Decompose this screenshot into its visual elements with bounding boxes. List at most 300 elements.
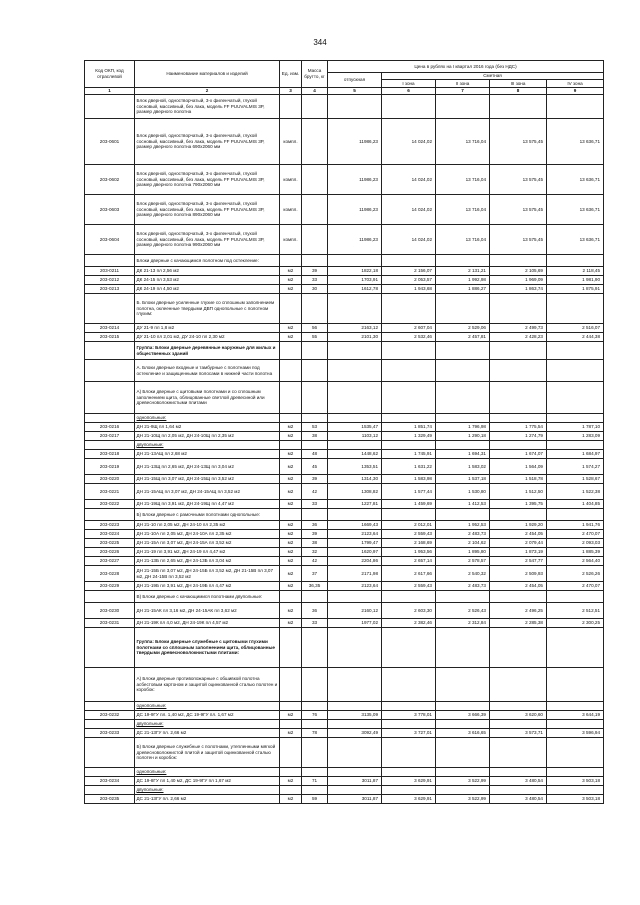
table-header [85, 61, 604, 95]
item-name: Б) Блоки дверные с рамочными полотнами однопольные: [135, 509, 280, 521]
item-unit: м2 [280, 450, 302, 459]
item-name: Группа: Блоки дверные деревянные наружные для жилых и общественных зданий [135, 342, 280, 360]
price-zone4 [547, 768, 604, 777]
price-release: 1822,18 [328, 267, 382, 276]
price-zone3: 2 428,23 [490, 333, 547, 342]
price-zone4: 2 118,45 [547, 267, 604, 276]
col-number: 9 [547, 88, 604, 95]
item-unit [280, 628, 302, 668]
table-row [85, 500, 604, 509]
item-mass [302, 382, 328, 414]
price-zone2: 1 412,53 [436, 500, 490, 509]
price-zone1 [382, 360, 436, 382]
price-zone4: 2 512,51 [547, 603, 604, 619]
table-row [85, 768, 604, 777]
price-zone3: 2 454,05 [490, 530, 547, 539]
price-zone4 [547, 720, 604, 729]
col-number: 3 [280, 88, 302, 95]
item-mass: 32 [302, 548, 328, 557]
item-unit: компл. [280, 195, 302, 225]
price-zone4: 1 941,76 [547, 521, 604, 530]
item-mass: 39 [302, 267, 328, 276]
item-code [85, 414, 135, 423]
price-zone4: 2 300,25 [547, 619, 604, 628]
table-row [85, 591, 604, 603]
price-release: 2160,12 [328, 603, 382, 619]
item-unit: м2 [280, 521, 302, 530]
price-zone2: 13 716,04 [436, 119, 490, 165]
item-unit: компл. [280, 119, 302, 165]
header-zone2: II зона [436, 80, 490, 88]
item-mass [302, 225, 328, 255]
price-zone1 [382, 668, 436, 702]
price-zone2 [436, 720, 490, 729]
table-row [85, 414, 604, 423]
item-unit [280, 720, 302, 729]
price-zone4: 2 093,03 [547, 539, 604, 548]
item-unit: м2 [280, 500, 302, 509]
item-code [85, 738, 135, 768]
price-zone1: 14 024,02 [382, 195, 436, 225]
price-zone4: 1 528,67 [547, 475, 604, 484]
item-unit: м2 [280, 539, 302, 548]
price-zone3: 1 512,50 [490, 484, 547, 500]
table-row [85, 285, 604, 294]
price-release [328, 509, 382, 521]
price-release: 1620,97 [328, 548, 382, 557]
price-zone2 [436, 591, 490, 603]
price-zone4 [547, 414, 604, 423]
price-zone1 [382, 738, 436, 768]
item-name: А. Блоки дверные входные и тамбурные с полотнами под остекление и защищенными полосами в нижней части полотна [135, 360, 280, 382]
price-zone1 [382, 628, 436, 668]
item-unit: м2 [280, 548, 302, 557]
price-zone1: 2 559,43 [382, 530, 436, 539]
price-zone3 [490, 628, 547, 668]
table-row [85, 423, 604, 432]
price-release [328, 738, 382, 768]
item-mass: 42 [302, 484, 328, 500]
item-unit: м2 [280, 423, 302, 432]
item-mass: 33 [302, 619, 328, 628]
price-zone3: 2 285,38 [490, 619, 547, 628]
price-zone1: 1 459,69 [382, 500, 436, 509]
table-row [85, 459, 604, 475]
item-unit [280, 414, 302, 423]
item-name: ДН 21-19Б пл 3,91 м2, ДН 24-19Б пл 4,47 м2 [135, 582, 280, 591]
item-name: А) Блоки дверные противопожарные с обшивкой полотна асбестовым картоном и защитой оцинкованной сталью полотен и коробок: [135, 668, 280, 702]
page-number: 344 [313, 38, 327, 47]
item-name: ДС 21-13ГУ пл. 2,66 м2 [135, 729, 280, 738]
price-release [328, 720, 382, 729]
price-release: 1799,47 [328, 539, 382, 548]
item-unit: м2 [280, 432, 302, 441]
header-zone4: IV зона [547, 80, 604, 88]
price-zone2 [436, 628, 490, 668]
price-zone3 [490, 702, 547, 711]
col-number: 8 [490, 88, 547, 95]
item-mass: 55 [302, 333, 328, 342]
item-name: ДК 24-19 пл 4,50 м2 [135, 285, 280, 294]
price-zone2: 1 952,53 [436, 521, 490, 530]
price-zone2: 2 104,62 [436, 539, 490, 548]
col-number: 4 [302, 88, 328, 95]
item-code: 203-0602 [85, 165, 135, 195]
price-zone1: 2 607,04 [382, 324, 436, 333]
price-zone2: 1 290,18 [436, 432, 490, 441]
item-mass [302, 119, 328, 165]
item-unit [280, 668, 302, 702]
item-code: 203-0229 [85, 582, 135, 591]
price-zone2: 3 666,39 [436, 711, 490, 720]
item-mass: 39 [302, 530, 328, 539]
price-zone2 [436, 668, 490, 702]
item-code [85, 342, 135, 360]
price-zone3: 3 620,60 [490, 711, 547, 720]
price-zone1: 3 778,01 [382, 711, 436, 720]
item-mass: 45 [302, 459, 328, 475]
price-release: 1227,81 [328, 500, 382, 509]
item-name: Группа: Блоки дверные служебные с щитовыми глухими полотнами со сплошным заполнением щита, облицованные твердыми древесноволокнистыми плитами: [135, 628, 280, 668]
price-zone1 [382, 95, 436, 119]
price-zone4: 2 516,07 [547, 324, 604, 333]
price-release: 11986,23 [328, 119, 382, 165]
price-release: 1308,82 [328, 484, 382, 500]
item-unit [280, 702, 302, 711]
table-row [85, 668, 604, 702]
item-unit: м2 [280, 459, 302, 475]
item-code: 203-0227 [85, 557, 135, 566]
table-row [85, 294, 604, 324]
item-name: однопольные: [135, 768, 280, 777]
price-zone4: 13 636,71 [547, 165, 604, 195]
price-zone4: 1 787,10 [547, 423, 604, 432]
price-release [328, 294, 382, 324]
price-zone2: 3 522,99 [436, 795, 490, 804]
item-mass: 78 [302, 729, 328, 738]
price-release [328, 702, 382, 711]
table-row [85, 548, 604, 557]
item-mass: 36 [302, 603, 328, 619]
price-release: 2171,98 [328, 566, 382, 582]
price-zone3: 2 547,77 [490, 557, 547, 566]
price-zone2: 2 483,73 [436, 582, 490, 591]
price-release: 3011,87 [328, 777, 382, 786]
price-zone3: 1 274,79 [490, 432, 547, 441]
price-zone4: 2 470,07 [547, 582, 604, 591]
price-release: 1977,02 [328, 619, 382, 628]
price-zone2: 2 578,57 [436, 557, 490, 566]
price-zone1: 2 156,07 [382, 267, 436, 276]
price-zone1: 2 657,14 [382, 557, 436, 566]
item-name: ДН 21-13АЩ пл 2,68 м2 [135, 450, 280, 459]
item-name: ДН 21-15Б пл 3,07 м2, ДН 24-15Б пл 3,52 м2, ДН 21-15В пл 3,07 м2, ДН 24-15В пл 3,52 м2 [135, 566, 280, 582]
item-code: 203-0233 [85, 729, 135, 738]
header-zone3: III зона [490, 80, 547, 88]
item-code: 203-0212 [85, 276, 135, 285]
item-mass: 59 [302, 795, 328, 804]
item-unit [280, 255, 302, 267]
header-zone1: I зона [382, 80, 436, 88]
item-mass [302, 255, 328, 267]
table-row [85, 165, 604, 195]
price-zone2: 1 694,31 [436, 450, 490, 459]
price-zone1: 2 532,46 [382, 333, 436, 342]
item-unit: м2 [280, 285, 302, 294]
item-name: однопольные: [135, 414, 280, 423]
item-mass [302, 786, 328, 795]
item-code: 203-0235 [85, 795, 135, 804]
price-zone3: 2 496,25 [490, 603, 547, 619]
table-row [85, 276, 604, 285]
price-zone4 [547, 255, 604, 267]
price-zone3: 2 509,93 [490, 566, 547, 582]
price-zone2: 2 540,32 [436, 566, 490, 582]
price-release [328, 95, 382, 119]
table-row [85, 441, 604, 450]
price-zone4 [547, 628, 604, 668]
price-zone4: 3 503,18 [547, 795, 604, 804]
price-zone4: 13 636,71 [547, 119, 604, 165]
item-name: двупольные: [135, 786, 280, 795]
item-unit: м2 [280, 324, 302, 333]
table-row [85, 521, 604, 530]
header-name: Наименование материалов и изделий [135, 61, 280, 88]
table-row [85, 603, 604, 619]
price-zone2 [436, 255, 490, 267]
item-name: ДН 21-13Щ пл 2,65 м2, ДН 24-13Щ пл 3,04 м2 [135, 459, 280, 475]
price-release: 2123,64 [328, 530, 382, 539]
item-name: ДС 21-13ГУ пл. 2,66 м2 [135, 795, 280, 804]
item-unit [280, 360, 302, 382]
item-code [85, 95, 135, 119]
price-zone3: 2 105,69 [490, 267, 547, 276]
price-zone3: 3 480,54 [490, 795, 547, 804]
price-zone2 [436, 414, 490, 423]
price-release [328, 668, 382, 702]
price-zone1: 1 577,44 [382, 484, 436, 500]
price-zone3: 2 454,05 [490, 582, 547, 591]
item-name: ДН 21-10Щ пл 2,05 м2, ДН 24-10Щ пл 2,35 м2 [135, 432, 280, 441]
header-mass: Масса брутто, кг [302, 61, 328, 88]
price-zone3: 3 573,71 [490, 729, 547, 738]
item-mass [302, 294, 328, 324]
price-zone3 [490, 738, 547, 768]
item-unit: м2 [280, 729, 302, 738]
item-mass [302, 195, 328, 225]
item-unit: м2 [280, 619, 302, 628]
item-code: 203-0219 [85, 459, 135, 475]
item-unit [280, 382, 302, 414]
price-zone1 [382, 255, 436, 267]
item-code: 203-0225 [85, 539, 135, 548]
price-zone2: 13 716,04 [436, 225, 490, 255]
price-zone1: 1 583,98 [382, 475, 436, 484]
table-row [85, 360, 604, 382]
price-zone3: 1 863,74 [490, 285, 547, 294]
item-mass [302, 509, 328, 521]
price-zone4 [547, 360, 604, 382]
item-code [85, 628, 135, 668]
price-zone3: 1 564,09 [490, 459, 547, 475]
price-zone3 [490, 255, 547, 267]
price-zone4: 13 636,71 [547, 225, 604, 255]
price-zone2 [436, 738, 490, 768]
price-zone4: 1 283,09 [547, 432, 604, 441]
col-number: 5 [328, 88, 382, 95]
item-mass [302, 768, 328, 777]
price-zone4 [547, 382, 604, 414]
item-name: Блок дверной, одностворчатый, 3-х филенчатый, глухой сосновый, массивный, без лака, модель FF PUUVALMIS 3P, размер дверного полотна 690х2060 мм [135, 119, 280, 165]
price-zone1 [382, 702, 436, 711]
price-release: 2204,86 [328, 557, 382, 566]
item-unit: м2 [280, 475, 302, 484]
price-release [328, 342, 382, 360]
item-mass: 30 [302, 285, 328, 294]
price-zone4 [547, 342, 604, 360]
price-zone4 [547, 441, 604, 450]
price-zone3: 1 518,78 [490, 475, 547, 484]
price-zone2: 13 716,04 [436, 165, 490, 195]
item-name: двупольные: [135, 720, 280, 729]
item-mass [302, 591, 328, 603]
price-zone4 [547, 702, 604, 711]
price-zone4: 1 574,27 [547, 459, 604, 475]
col-number: 1 [85, 88, 135, 95]
price-zone4: 2 444,38 [547, 333, 604, 342]
table-row [85, 777, 604, 786]
item-name: однопольные: [135, 702, 280, 711]
price-release: 1353,51 [328, 459, 382, 475]
price-zone2: 1 895,80 [436, 548, 490, 557]
table-row [85, 720, 604, 729]
item-name: ДУ 21-10 пл 2,01 м2, ДУ 24-10 пл 2,30 м2 [135, 333, 280, 342]
item-code: 203-0213 [85, 285, 135, 294]
price-zone2: 2 312,84 [436, 619, 490, 628]
price-zone1: 3 727,01 [382, 729, 436, 738]
item-unit: м2 [280, 603, 302, 619]
price-zone3: 13 575,45 [490, 119, 547, 165]
item-code: 203-0601 [85, 119, 135, 165]
price-zone4: 1 404,85 [547, 500, 604, 509]
item-unit [280, 591, 302, 603]
item-code: 203-0215 [85, 333, 135, 342]
item-unit [280, 738, 302, 768]
price-zone2 [436, 294, 490, 324]
price-release: 2101,30 [328, 333, 382, 342]
price-zone3: 13 575,45 [490, 165, 547, 195]
item-code [85, 441, 135, 450]
price-zone1 [382, 720, 436, 729]
price-zone4: 1 981,90 [547, 276, 604, 285]
price-zone4: 13 636,71 [547, 195, 604, 225]
price-zone2: 2 526,43 [436, 603, 490, 619]
item-mass: 37 [302, 566, 328, 582]
item-unit [280, 95, 302, 119]
price-zone3 [490, 591, 547, 603]
item-unit [280, 509, 302, 521]
price-release: 1612,78 [328, 285, 382, 294]
item-code: 203-0217 [85, 432, 135, 441]
table-row [85, 267, 604, 276]
price-zone1: 2 053,57 [382, 276, 436, 285]
price-zone1: 3 629,91 [382, 795, 436, 804]
item-mass: 42 [302, 557, 328, 566]
table-body [85, 95, 604, 804]
table-row [85, 484, 604, 500]
price-release: 3011,87 [328, 795, 382, 804]
price-release [328, 441, 382, 450]
item-name: ДН 21-15Щ пл 3,07 м2, ДН 24-15Щ пл 3,52 м2 [135, 475, 280, 484]
table-row [85, 786, 604, 795]
price-zone2: 1 796,98 [436, 423, 490, 432]
item-name: Блок дверной, одностворчатый, 3-х филенчатый, глухой сосновый, массивный, без лака, модель FF PUUVALMIS 3P, размер дверного полотна [135, 95, 280, 119]
price-zone4: 1 885,39 [547, 548, 604, 557]
price-zone4: 1 875,91 [547, 285, 604, 294]
price-zone1: 2 559,43 [382, 582, 436, 591]
item-code: 203-0220 [85, 475, 135, 484]
item-name: ДН 21-13Б пл 2,65 м2, ДН 24-13Б пл 3,04 м2 [135, 557, 280, 566]
item-code [85, 509, 135, 521]
item-unit: м2 [280, 557, 302, 566]
price-zone4 [547, 738, 604, 768]
item-name: ДС 19-8ГУ пл 1,40 м2, ДС 19-9ГУ пл 1,67 м2 [135, 777, 280, 786]
price-zone2: 1 537,18 [436, 475, 490, 484]
price-zone3 [490, 720, 547, 729]
price-zone1: 3 629,91 [382, 777, 436, 786]
price-zone4 [547, 591, 604, 603]
item-code [85, 294, 135, 324]
price-release: 1703,91 [328, 276, 382, 285]
table-row [85, 582, 604, 591]
item-mass: 39 [302, 475, 328, 484]
price-zone3 [490, 95, 547, 119]
price-zone2 [436, 441, 490, 450]
item-mass: 38 [302, 539, 328, 548]
item-unit: м2 [280, 276, 302, 285]
item-name: ДН 21-10 пл 2,05 м2, ДН 24-10 пл 2,35 м2 [135, 521, 280, 530]
header-unit: Ед. изм. [280, 61, 302, 88]
item-code: 203-0231 [85, 619, 135, 628]
item-mass: 48 [302, 450, 328, 459]
item-unit: м2 [280, 711, 302, 720]
price-release: 1448,62 [328, 450, 382, 459]
item-mass [302, 441, 328, 450]
table-row [85, 530, 604, 539]
item-name: А) Блоки дверные с щитовыми полотнами и со сплошным заполнением щита, облицованные светлой древесиной или древесноволокнистыми плитами [135, 382, 280, 414]
item-name: Б) Блоки дверные служебные с полотнами, утепленными мягкой древесноволокнистой плитой и защитой оцинкованной сталью полотен и коробок: [135, 738, 280, 768]
price-release: 1103,12 [328, 432, 382, 441]
price-release [328, 255, 382, 267]
item-code [85, 360, 135, 382]
price-release [328, 414, 382, 423]
price-zone3 [490, 786, 547, 795]
price-zone2: 2 529,06 [436, 324, 490, 333]
price-zone1: 1 943,68 [382, 285, 436, 294]
item-code: 203-0214 [85, 324, 135, 333]
item-name: ДН 21-15А пл 3,07 м2, ДН 24-15А пл 3,52 м2 [135, 539, 280, 548]
price-zone4: 1 684,97 [547, 450, 604, 459]
table-row [85, 195, 604, 225]
item-mass: 33 [302, 500, 328, 509]
item-mass [302, 414, 328, 423]
price-zone4: 3 503,18 [547, 777, 604, 786]
price-zone3: 1 969,09 [490, 276, 547, 285]
table-row [85, 324, 604, 333]
price-zone4 [547, 786, 604, 795]
table-row [85, 702, 604, 711]
price-zone4 [547, 509, 604, 521]
